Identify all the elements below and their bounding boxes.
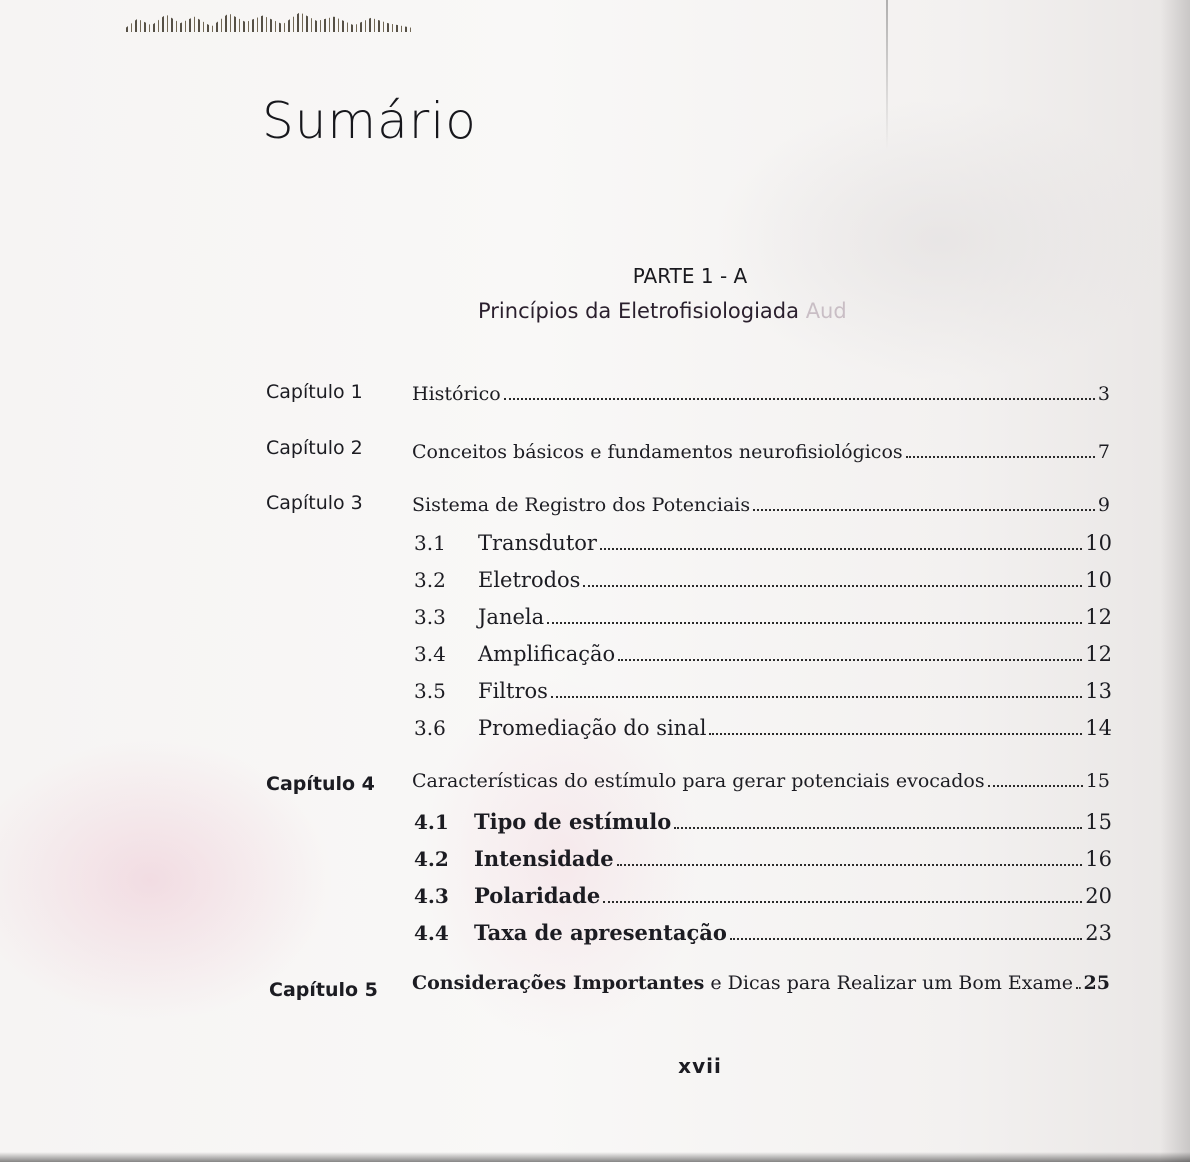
toc-page-number: 15 [1085, 810, 1112, 834]
section-title: Tipo de estímulo [474, 809, 672, 834]
leader-dots [617, 860, 1083, 866]
section-number: 3.1 [414, 531, 446, 555]
leader-dots [674, 823, 1082, 829]
leader-dots [988, 781, 1083, 787]
section-number: 3.4 [414, 642, 446, 666]
section-title: Promediação do sinal [478, 716, 707, 740]
toc-entry[interactable] [412, 770, 1110, 792]
toc-page-number: 25 [1083, 972, 1110, 994]
toc-subentry[interactable] [414, 883, 1112, 908]
leader-dots [583, 581, 1082, 587]
toc-subentry[interactable] [414, 642, 1112, 666]
toc-page-number: 10 [1085, 531, 1112, 555]
chapter-label: Capítulo 2 [266, 437, 363, 459]
leader-dots [551, 692, 1082, 698]
section-title: Intensidade [474, 846, 614, 871]
toc-page-number: 20 [1085, 884, 1112, 908]
toc-entry-title: Histórico [412, 383, 501, 405]
toc-page-number: 16 [1085, 847, 1112, 871]
toc-entry[interactable] [412, 494, 1110, 516]
chapter-label: Capítulo 5 [269, 979, 378, 1001]
toc-entry-title: Sistema de Registro dos Potenciais [412, 494, 751, 516]
toc-entry-title-bold: Considerações Importantes [412, 972, 705, 994]
toc-page-number: 9 [1097, 494, 1110, 516]
toc-entry[interactable] [412, 383, 1110, 405]
leader-dots [504, 394, 1095, 400]
section-title: Filtros [478, 679, 548, 703]
leader-dots [730, 934, 1082, 940]
section-number: 4.1 [414, 810, 449, 834]
toc-entry-title: Características do estímulo para gerar potenciais evocados [412, 770, 985, 792]
toc-subentry[interactable] [414, 605, 1112, 629]
toc-entry[interactable] [412, 972, 1110, 994]
leader-dots [603, 897, 1082, 903]
toc-subentry[interactable] [414, 920, 1112, 945]
toc-page-number: 3 [1097, 383, 1110, 405]
toc-page-number: 12 [1085, 605, 1112, 629]
toc-entry-title: Conceitos básicos e fundamentos neurofisiológicos [412, 441, 903, 463]
toc-subentry[interactable] [414, 846, 1112, 871]
toc-page-number: 13 [1085, 679, 1112, 703]
toc-page-number: 7 [1097, 441, 1110, 463]
chapter-label: Capítulo 4 [266, 773, 375, 795]
page-number: xvii [678, 1054, 722, 1078]
leader-dots [547, 618, 1082, 624]
toc-entry-title [412, 972, 1073, 994]
toc-subentry[interactable] [414, 531, 1112, 555]
part-label: PARTE 1 - A [632, 264, 748, 288]
chapter-label: Capítulo 1 [266, 381, 363, 403]
section-number: 3.5 [414, 679, 446, 703]
leader-dots [1076, 983, 1080, 989]
page-title: Sumário [262, 92, 477, 150]
toc-subentry[interactable] [414, 716, 1112, 740]
toc-page-number: 15 [1085, 770, 1110, 792]
toc-subentry[interactable] [414, 679, 1112, 703]
toc-page-number: 10 [1085, 568, 1112, 592]
section-title: Transdutor [478, 531, 597, 555]
section-number: 3.6 [414, 716, 446, 740]
section-number: 4.2 [414, 847, 449, 871]
toc-page-number: 12 [1085, 642, 1112, 666]
leader-dots [618, 655, 1082, 661]
section-title: Eletrodos [478, 568, 581, 592]
leader-dots [906, 452, 1095, 458]
part-subtitle-faded-text: Aud [805, 299, 847, 323]
part-subtitle-text: Princípios da Eletrofisiologiada [478, 299, 799, 323]
leader-dots [753, 505, 1095, 511]
toc-entry-title-rest: e Dicas para Realizar um Bom Exame [710, 972, 1074, 994]
chapter-label: Capítulo 3 [266, 492, 363, 514]
toc-page-number: 23 [1085, 921, 1112, 945]
toc-entry[interactable] [412, 441, 1110, 463]
leader-dots [709, 729, 1082, 735]
leader-dots [600, 544, 1082, 550]
section-title: Polaridade [474, 883, 601, 908]
section-number: 3.3 [414, 605, 446, 629]
toc-subentry[interactable] [414, 568, 1112, 592]
toc-subentry[interactable] [414, 809, 1112, 834]
toc-page-number: 14 [1085, 716, 1112, 740]
section-title: Taxa de apresentação [474, 920, 727, 945]
section-title: Amplificação [478, 642, 616, 666]
section-title: Janela [478, 605, 545, 629]
section-number: 4.3 [414, 884, 449, 908]
section-number: 3.2 [414, 568, 446, 592]
section-number: 4.4 [414, 921, 449, 945]
